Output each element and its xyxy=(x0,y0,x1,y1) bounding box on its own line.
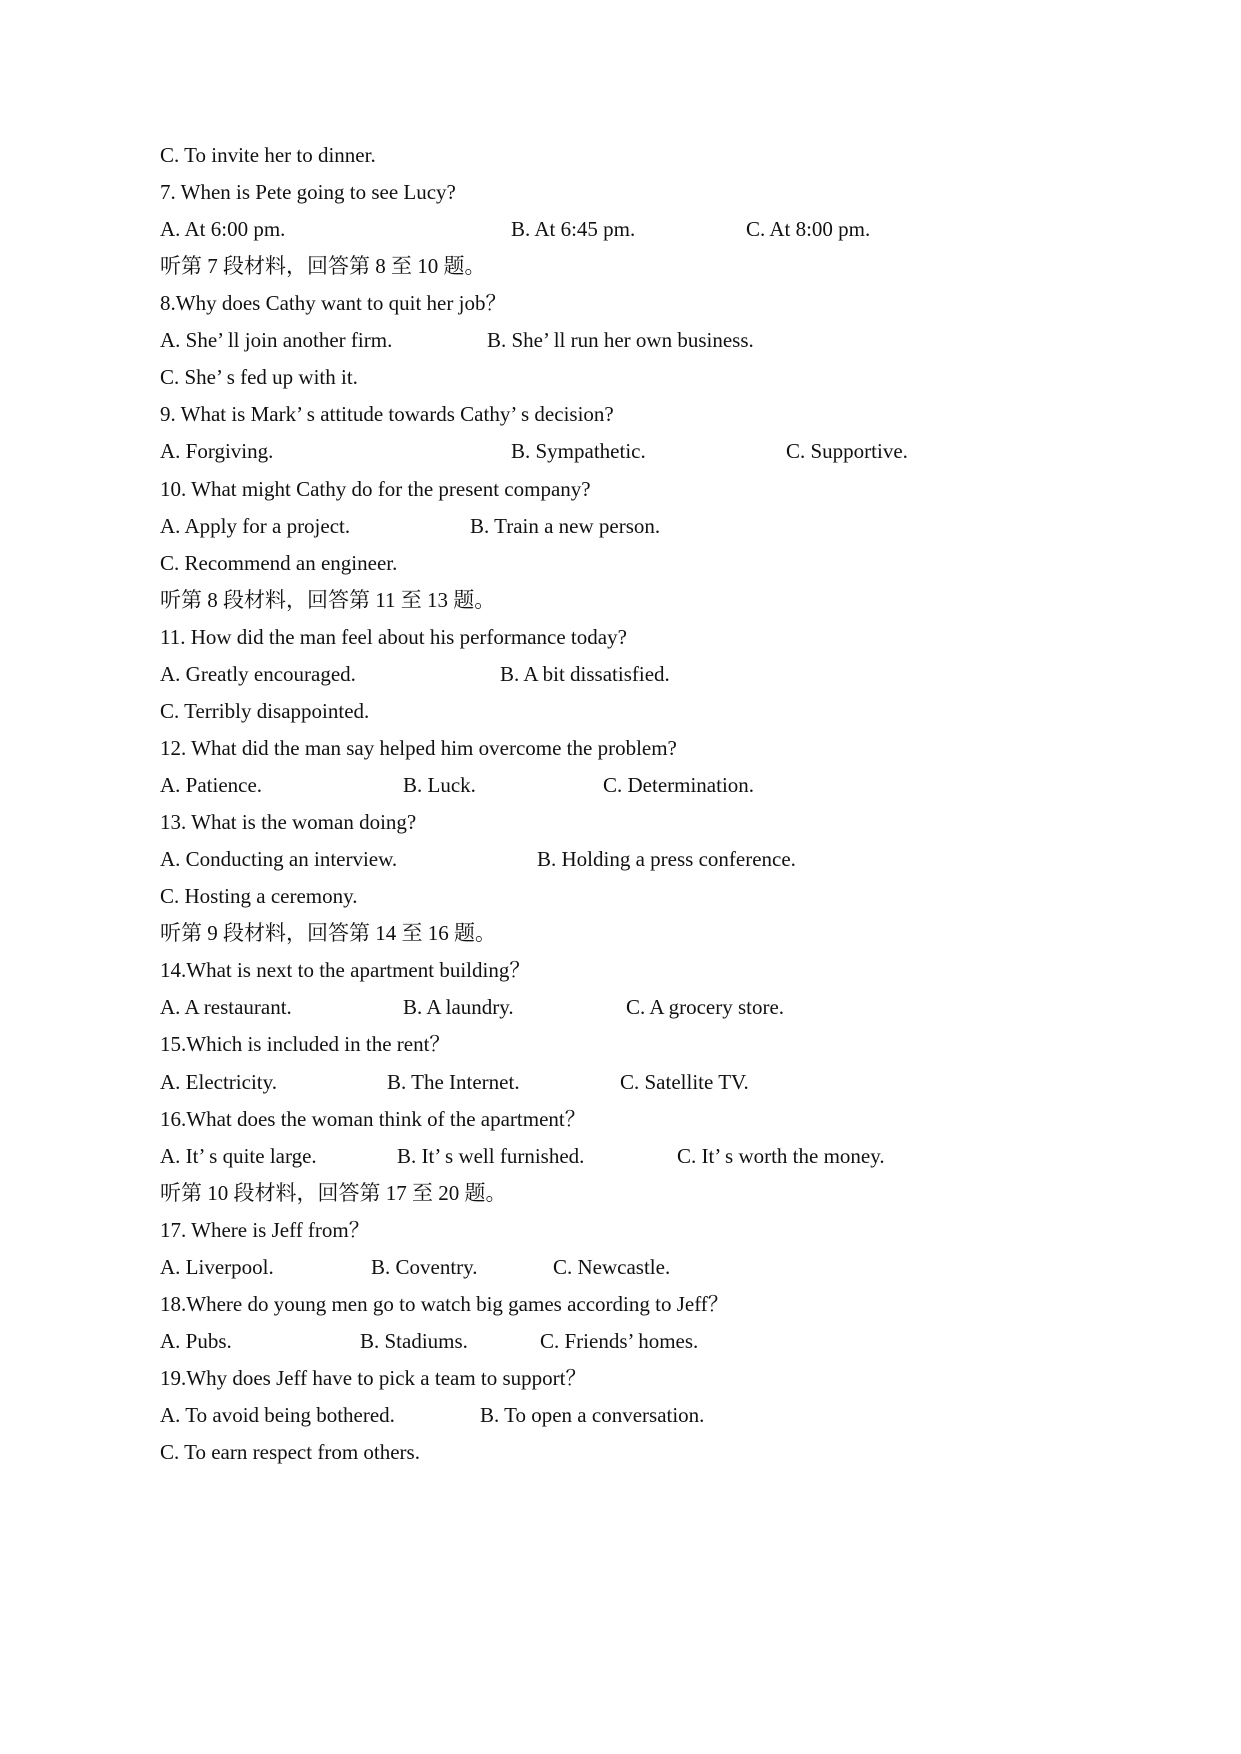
option-row-line xyxy=(160,211,1120,248)
option-a: A. Greatly encouraged. xyxy=(160,661,356,686)
section-instruction-line xyxy=(160,582,1120,619)
option-row-line xyxy=(160,989,1120,1026)
option-a: A. She’ ll join another firm. xyxy=(160,328,393,353)
question-line xyxy=(160,730,1120,767)
option-b: B. A bit dissatisfied. xyxy=(500,661,670,686)
option-a: A. A restaurant. xyxy=(160,995,292,1020)
section-instruction: 听第 8 段材料，回答第 11 至 13 题。 xyxy=(160,587,496,612)
option-a: A. Liverpool. xyxy=(160,1254,274,1279)
section-instruction-line xyxy=(160,1175,1120,1212)
question-9: 9. What is Mark’ s attitude towards Cathy’ s decision? xyxy=(160,402,614,427)
question-line xyxy=(160,804,1120,841)
option-c: C. Hosting a ceremony. xyxy=(160,884,358,909)
option-row-line xyxy=(160,841,1120,878)
option-c: C. Friends’ homes. xyxy=(540,1328,699,1353)
section-instruction-line xyxy=(160,915,1120,952)
option-b: B. She’ ll run her own business. xyxy=(487,328,754,353)
option-row-line xyxy=(160,767,1120,804)
question-line xyxy=(160,619,1120,656)
option-c: C. Terribly disappointed. xyxy=(160,698,370,723)
option-a: A. Conducting an interview. xyxy=(160,847,398,872)
option-b: B. Stadiums. xyxy=(360,1328,468,1353)
option-row-line xyxy=(160,508,1120,545)
option-a: A. Forgiving. xyxy=(160,439,274,464)
question-line xyxy=(160,1212,1120,1249)
option-c: C. To earn respect from others. xyxy=(160,1440,420,1465)
option-row-line xyxy=(160,693,1120,730)
option-c: C. Determination. xyxy=(603,773,755,798)
option-a: A. Pubs. xyxy=(160,1328,232,1353)
option-b: B. Luck. xyxy=(403,773,476,798)
option-b: B. A laundry. xyxy=(403,995,514,1020)
question-line xyxy=(160,285,1120,322)
section-instruction: 听第 9 段材料，回答第 14 至 16 题。 xyxy=(160,921,496,946)
question-line xyxy=(160,1101,1120,1138)
question-10: 10. What might Cathy do for the present company? xyxy=(160,476,591,501)
question-11: 11. How did the man feel about his performance today? xyxy=(160,624,627,649)
option-row-line xyxy=(160,433,1120,470)
option-a: A. Electricity. xyxy=(160,1069,278,1094)
question-15: 15.Which is included in the rent？ xyxy=(160,1032,451,1057)
question-line xyxy=(160,396,1120,433)
option-a: A. Patience. xyxy=(160,773,263,798)
option-c: C. Recommend an engineer. xyxy=(160,550,398,575)
question-19: 19.Why does Jeff have to pick a team to support？ xyxy=(160,1365,587,1390)
option-c: C. Supportive. xyxy=(786,439,908,464)
question-16: 16.What does the woman think of the apartment？ xyxy=(160,1106,586,1131)
document-lines xyxy=(160,137,1120,1537)
section-instruction: 听第 10 段材料，回答第 17 至 20 题。 xyxy=(160,1180,507,1205)
option-b: B. At 6:45 pm. xyxy=(511,217,636,242)
option-b: B. Train a new person. xyxy=(470,513,661,538)
option-b: B. Holding a press conference. xyxy=(537,847,796,872)
option-b: B. To open a conversation. xyxy=(480,1403,705,1428)
option-c: C. Satellite TV. xyxy=(620,1069,749,1094)
question-14: 14.What is next to the apartment building？ xyxy=(160,958,531,983)
option-row-line xyxy=(160,1064,1120,1101)
option-row-line xyxy=(160,656,1120,693)
option-a: A. Apply for a project. xyxy=(160,513,351,538)
option-row-line xyxy=(160,878,1120,915)
section-instruction: 听第 7 段材料，回答第 8 至 10 题。 xyxy=(160,254,486,279)
option-a: A. It’ s quite large. xyxy=(160,1143,317,1168)
question-line xyxy=(160,1026,1120,1063)
question-17: 17. Where is Jeff from？ xyxy=(160,1217,370,1242)
question-line xyxy=(160,1360,1120,1397)
option-c: C. She’ s fed up with it. xyxy=(160,365,358,390)
question-line xyxy=(160,174,1120,211)
option-b: B. It’ s well furnished. xyxy=(397,1143,585,1168)
question-18: 18.Where do young men go to watch big games according to Jeff？ xyxy=(160,1291,729,1316)
question-line xyxy=(160,471,1120,508)
option-row-line xyxy=(160,1323,1120,1360)
question-12: 12. What did the man say helped him overcome the problem? xyxy=(160,735,677,760)
option-row-line xyxy=(160,1397,1120,1434)
option-row-line xyxy=(160,137,1120,174)
option-row-line xyxy=(160,1138,1120,1175)
question-line xyxy=(160,952,1120,989)
section-instruction-line xyxy=(160,248,1120,285)
option-c: C. A grocery store. xyxy=(626,995,785,1020)
option-c: C. At 8:00 pm. xyxy=(746,217,871,242)
option-b: B. Coventry. xyxy=(371,1254,478,1279)
option-c: C. Newcastle. xyxy=(553,1254,671,1279)
option-a: A. To avoid being bothered. xyxy=(160,1403,395,1428)
option-c: C. To invite her to dinner. xyxy=(160,143,376,167)
question-line xyxy=(160,1286,1120,1323)
question-13: 13. What is the woman doing? xyxy=(160,810,417,835)
option-row-line xyxy=(160,545,1120,582)
option-b: B. The Internet. xyxy=(387,1069,520,1094)
option-b: B. Sympathetic. xyxy=(511,439,646,464)
question-7: 7. When is Pete going to see Lucy? xyxy=(160,180,456,205)
option-a: A. At 6:00 pm. xyxy=(160,217,286,242)
option-c: C. It’ s worth the money. xyxy=(677,1143,885,1168)
question-8: 8.Why does Cathy want to quit her job？ xyxy=(160,291,507,316)
option-row-line xyxy=(160,322,1120,359)
option-row-line xyxy=(160,1434,1120,1471)
option-row-line xyxy=(160,359,1120,396)
option-row-line xyxy=(160,1249,1120,1286)
